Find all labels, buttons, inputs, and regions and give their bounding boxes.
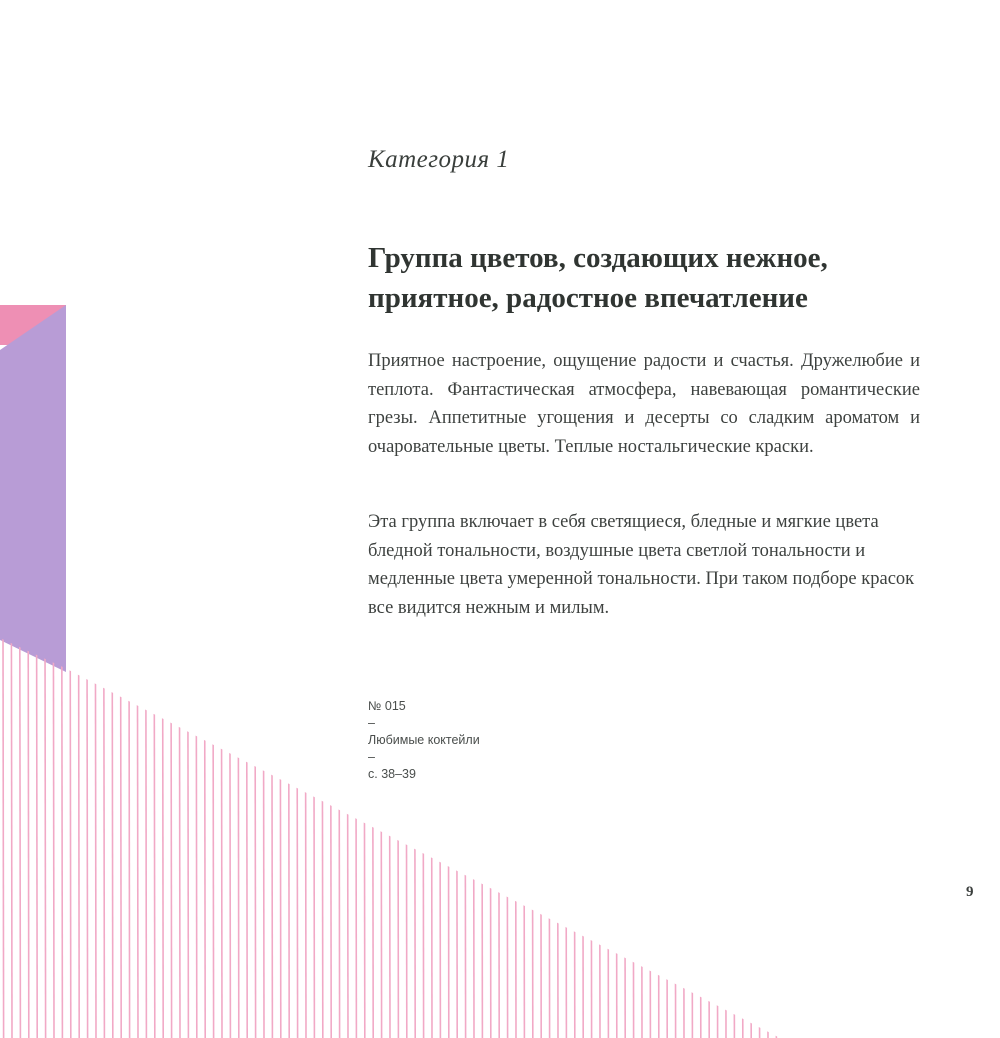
section-title [368, 238, 928, 318]
stripe-line [188, 630, 189, 1038]
stripe-line [557, 630, 558, 1038]
stripe-line [423, 630, 424, 1038]
stripe-line [717, 630, 718, 1038]
stripe-line [11, 630, 12, 1038]
stripe-line [37, 630, 38, 1038]
stripe-line [482, 630, 483, 1038]
reference-name: Любимые коктейли [368, 733, 480, 747]
stripe-line [784, 630, 785, 1038]
lavender-block [0, 305, 66, 672]
stripe-line [759, 630, 760, 1038]
stripe-line [104, 630, 105, 1038]
stripe-line [45, 630, 46, 1038]
stripe-line [112, 630, 113, 1038]
reference-number: № 015 [368, 699, 406, 713]
stripe-line [507, 630, 508, 1038]
stripe-line [230, 630, 231, 1038]
stripe-line [683, 630, 684, 1038]
stripe-line [213, 630, 214, 1038]
stripe-line [263, 630, 264, 1038]
stripe-line [289, 630, 290, 1038]
title-line-2: приятное, радостное впечатление [368, 282, 808, 314]
stripe-line [137, 630, 138, 1038]
stripe-line [541, 630, 542, 1038]
stripe-line [692, 630, 693, 1038]
stripe-line [751, 630, 752, 1038]
stripe-line [549, 630, 550, 1038]
stripe-line [53, 630, 54, 1038]
stripe-line [675, 630, 676, 1038]
page-number: 9 [966, 884, 974, 900]
stripe-line [238, 630, 239, 1038]
category-heading: Категория 1 [368, 146, 510, 173]
stripe-line [280, 630, 281, 1038]
stripe-line [532, 630, 533, 1038]
stripe-line [146, 630, 147, 1038]
stripe-line [389, 630, 390, 1038]
stripe-line [305, 630, 306, 1038]
stripe-line [373, 630, 374, 1038]
stripe-line [3, 630, 4, 1038]
stripe-line [650, 630, 651, 1038]
reference-dash: – [368, 750, 375, 764]
reference-pages: с. 38–39 [368, 767, 416, 781]
intro-paragraph: Приятное настроение, ощущение радости и счастья. Дружелюбие и теплота. Фантастическая атмосфера, навевающая романтические грезы. Аппетитные угощения и десерты со сладким ароматом и очаровательные цветы. Теплые ностальгические краски. [368, 351, 920, 457]
stripe-line [566, 630, 567, 1038]
stripe-line [314, 630, 315, 1038]
stripe-line [633, 630, 634, 1038]
stripe-line [87, 630, 88, 1038]
stripe-line [641, 630, 642, 1038]
stripe-line [599, 630, 600, 1038]
stripe-line [583, 630, 584, 1038]
pink-stripes [3, 630, 785, 1038]
stripe-line [398, 630, 399, 1038]
stripe-line [205, 630, 206, 1038]
stripe-line [154, 630, 155, 1038]
stripe-line [591, 630, 592, 1038]
reference-dash: – [368, 716, 375, 730]
stripe-line [255, 630, 256, 1038]
stripe-line [457, 630, 458, 1038]
stripe-line [356, 630, 357, 1038]
stripe-line [440, 630, 441, 1038]
stripe-line [574, 630, 575, 1038]
stripe-line [415, 630, 416, 1038]
stripe-line [709, 630, 710, 1038]
stripe-line [515, 630, 516, 1038]
stripe-line [499, 630, 500, 1038]
stripe-line [196, 630, 197, 1038]
stripe-line [431, 630, 432, 1038]
stripe-line [767, 630, 768, 1038]
stripe-line [473, 630, 474, 1038]
stripe-line [608, 630, 609, 1038]
stripe-line [347, 630, 348, 1038]
stripe-line [734, 630, 735, 1038]
stripe-line [658, 630, 659, 1038]
stripe-line [121, 630, 122, 1038]
stripe-line [62, 630, 63, 1038]
stripe-line [616, 630, 617, 1038]
stripe-line [272, 630, 273, 1038]
stripe-line [163, 630, 164, 1038]
stripe-line [129, 630, 130, 1038]
stripe-line [79, 630, 80, 1038]
stripe-line [179, 630, 180, 1038]
stripe-line [20, 630, 21, 1038]
stripe-line [776, 630, 777, 1038]
stripe-line [297, 630, 298, 1038]
stripe-line [448, 630, 449, 1038]
stripe-line [490, 630, 491, 1038]
stripe-line [28, 630, 29, 1038]
stripe-line [742, 630, 743, 1038]
stripe-line [221, 630, 222, 1038]
stripe-line [406, 630, 407, 1038]
stripe-line [339, 630, 340, 1038]
description-paragraph: Эта группа включает в себя светящиеся, бледные и мягкие цвета бледной тональности, воздушные цвета светлой тональности и медленные цвета умеренной тональности. При таком подборе красок все видится нежным и милым. [368, 512, 915, 618]
stripe-line [667, 630, 668, 1038]
stripe-line [331, 630, 332, 1038]
stripe-line [95, 630, 96, 1038]
stripe-line [322, 630, 323, 1038]
stripe-line [364, 630, 365, 1038]
stripe-line [247, 630, 248, 1038]
stripe-line [725, 630, 726, 1038]
stripe-line [381, 630, 382, 1038]
stripe-line [700, 630, 701, 1038]
stripe-line [524, 630, 525, 1038]
stripe-line [625, 630, 626, 1038]
stripe-line [465, 630, 466, 1038]
stripe-line [171, 630, 172, 1038]
stripe-line [70, 630, 71, 1038]
title-line-1: Группа цветов, создающих нежное, [368, 242, 828, 274]
reference-note [368, 698, 480, 783]
